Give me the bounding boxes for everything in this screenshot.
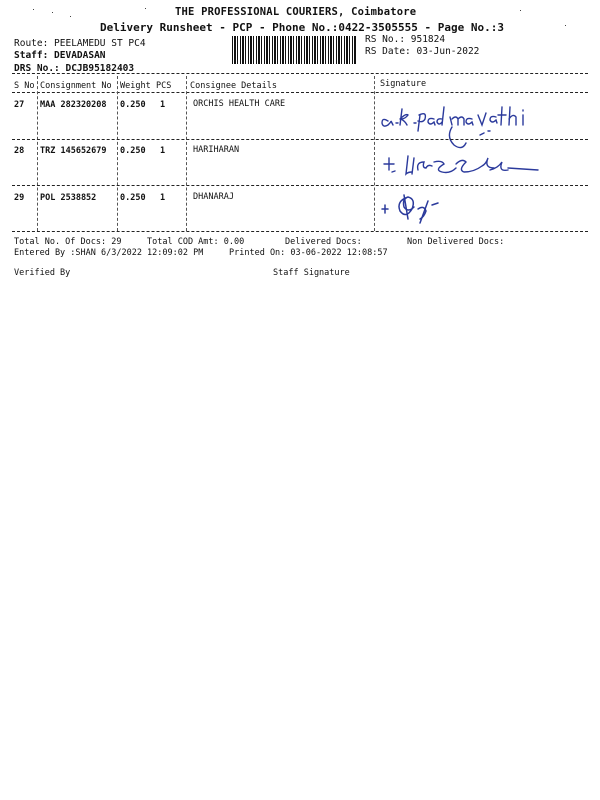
total-cod: Total COD Amt: 0.00 xyxy=(147,237,245,247)
barcode xyxy=(232,36,356,64)
column-separator xyxy=(186,76,187,231)
col-header-consignee: Consignee Details xyxy=(190,81,277,91)
col-header-weight: Weight xyxy=(120,81,151,91)
drs-number: DRS No.: DCJB95182403 xyxy=(14,63,135,74)
route-label: Route: PEELAMEDU ST PC4 xyxy=(14,38,146,49)
rs-date: RS Date: 03-Jun-2022 xyxy=(365,46,480,57)
row-pcs: 1 xyxy=(160,100,166,110)
signature-image xyxy=(378,148,548,184)
total-docs: Total No. Of Docs: 29 xyxy=(14,237,122,247)
rs-number: RS No.: 951824 xyxy=(365,34,446,45)
column-separator xyxy=(117,76,118,231)
row-pcs: 1 xyxy=(160,146,166,156)
divider xyxy=(12,231,588,232)
row-weight: 0.250 xyxy=(120,193,146,203)
signature-image xyxy=(380,101,540,153)
divider xyxy=(12,92,588,93)
row-sno: 29 xyxy=(14,193,25,203)
row-weight: 0.250 xyxy=(120,146,146,156)
row-sno: 28 xyxy=(14,146,25,156)
row-consignment: TRZ 145652679 xyxy=(40,146,107,156)
divider xyxy=(12,185,588,186)
staff-label: Staff: DEVADASAN xyxy=(14,50,106,61)
row-pcs: 1 xyxy=(160,193,166,203)
delivered-docs: Delivered Docs: xyxy=(285,237,362,247)
row-weight: 0.250 xyxy=(120,100,146,110)
col-header-consignment: Consignment No xyxy=(40,81,112,91)
row-consignee: HARIHARAN xyxy=(193,145,240,155)
non-delivered-docs: Non Delivered Docs: xyxy=(407,237,505,247)
signature-image xyxy=(378,191,458,227)
col-header-pcs: PCS xyxy=(156,81,172,91)
column-separator xyxy=(37,76,38,231)
column-separator xyxy=(374,76,375,231)
runsheet-title: Delivery Runsheet - PCP - Phone No.:0422-3505555 - Page No.:3 xyxy=(100,21,504,34)
verified-by: Verified By xyxy=(14,268,71,278)
divider xyxy=(12,139,588,140)
divider xyxy=(12,73,588,74)
col-header-signature: Signature xyxy=(380,79,427,89)
col-header-sno: S No xyxy=(14,81,35,91)
row-consignee: DHANARAJ xyxy=(193,192,234,202)
printed-on: Printed On: 03-06-2022 12:08:57 xyxy=(229,248,388,258)
row-sno: 27 xyxy=(14,100,25,110)
row-consignment: MAA 282320208 xyxy=(40,100,107,110)
row-consignment: POL 2538852 xyxy=(40,193,97,203)
entered-by: Entered By :SHAN 6/3/2022 12:09:02 PM xyxy=(14,248,204,258)
row-consignee: ORCHIS HEALTH CARE xyxy=(193,99,286,109)
company-title: THE PROFESSIONAL COURIERS, Coimbatore xyxy=(175,6,417,18)
staff-signature: Staff Signature xyxy=(273,268,350,278)
